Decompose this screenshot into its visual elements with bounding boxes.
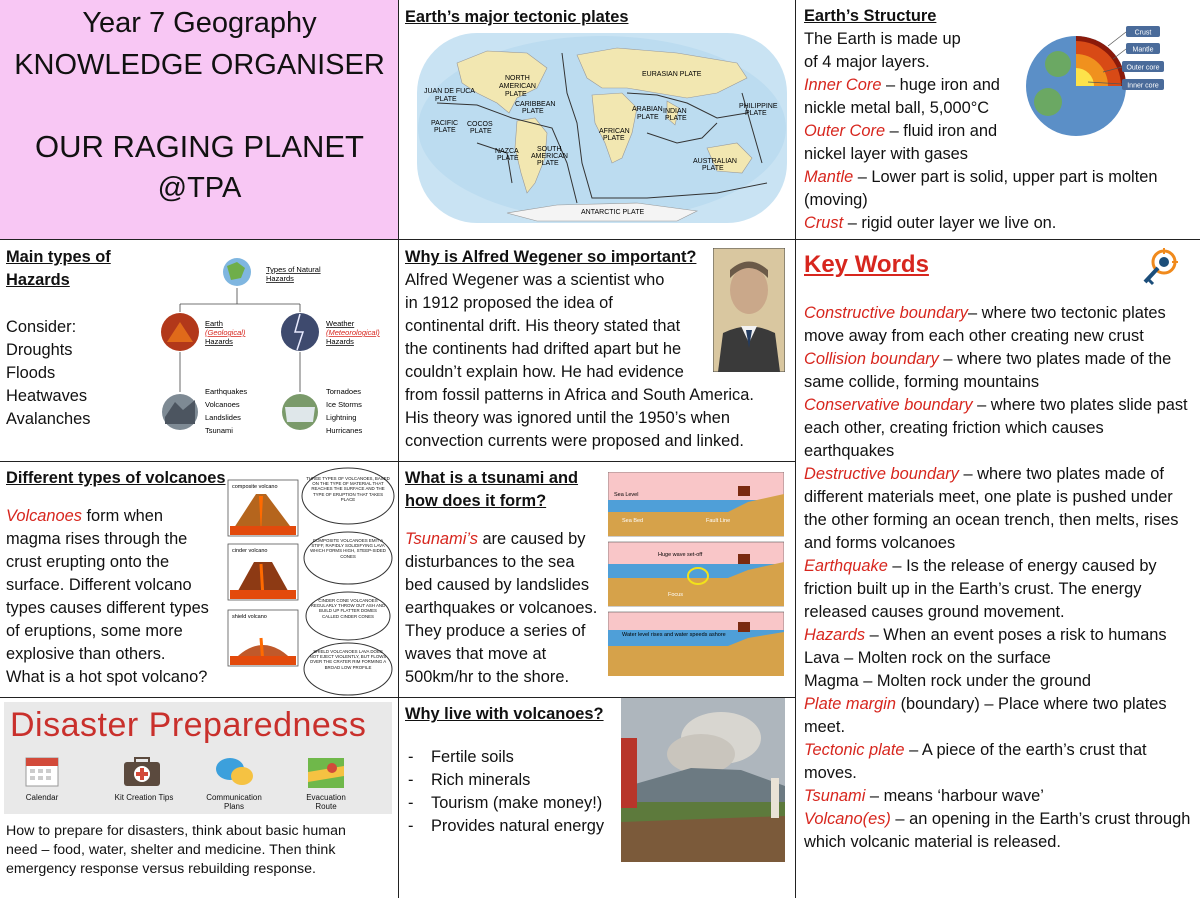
plate-label: PHILIPPINE bbox=[739, 103, 778, 110]
communication-label: Communication Plans bbox=[206, 793, 262, 811]
outer-core-term: Outer Core bbox=[804, 122, 886, 140]
volcanoes-line: surface. Different volcano bbox=[6, 576, 192, 594]
key-word-entry bbox=[804, 463, 1194, 555]
key-word-entry bbox=[804, 739, 1194, 785]
bubble-text: SHIELD VOLCANOES LAVA DOES NOT EJECT VIOLENTLY, BUT FLOWS OVER THE CRATER RIM FORMING A BROAD LOW PROFILE bbox=[309, 649, 387, 670]
key-word-term: Earthquake bbox=[804, 557, 888, 575]
wegener-line: His theory was ignored until the 1950’s when bbox=[405, 409, 730, 427]
layer-label-crust: Crust bbox=[1134, 29, 1152, 37]
key-words-list bbox=[804, 302, 1194, 854]
wegener-panel bbox=[399, 240, 796, 462]
plate-label: PLATE bbox=[435, 96, 457, 103]
layer-label-inner-core: Inner core bbox=[1127, 82, 1159, 90]
structure-intro-1: The Earth is made up bbox=[804, 30, 961, 48]
weather-label: Weather bbox=[326, 319, 355, 328]
tsunami-panel bbox=[399, 462, 796, 698]
key-word-entry bbox=[804, 624, 1194, 647]
tectonic-plates-map bbox=[417, 33, 787, 223]
disaster-icon-communication bbox=[196, 754, 272, 811]
bubble-text: CINDER CONE VOLCANOES REGULARLY THROW OUT ASH AND BUILD UP FLATTER DOMES CALLED CINDER CONES bbox=[310, 598, 386, 619]
wave-setoff-label: Huge wave set-off bbox=[658, 552, 703, 558]
wegener-portrait bbox=[713, 248, 785, 372]
list-item: - Fertile soils bbox=[405, 746, 604, 769]
plate-label: COCOS bbox=[467, 121, 493, 128]
geological-label: (Geological) bbox=[205, 328, 246, 337]
cinder-label: cinder volcano bbox=[232, 548, 268, 554]
plate-label: AFRICAN bbox=[599, 128, 630, 135]
live-heading: Why live with volcanoes? bbox=[405, 705, 604, 723]
sea-bed-label: Sea Bed bbox=[622, 518, 644, 524]
key-word-term: Destructive boundary bbox=[804, 465, 959, 483]
disaster-line: How to prepare for disasters, think about basic human bbox=[6, 823, 346, 839]
disaster-icon-evacuation bbox=[292, 754, 360, 811]
tectonic-plates-panel bbox=[399, 0, 796, 240]
plate-label: PLATE bbox=[745, 110, 767, 117]
earth-layers-diagram bbox=[1018, 24, 1168, 144]
weather-item: Tornadoes bbox=[326, 387, 362, 396]
key-word-entry bbox=[804, 555, 1194, 624]
key-word-definition: – A piece of the earth’s crust that moves. bbox=[804, 741, 1147, 782]
tsunami-line: They produce a series of bbox=[405, 622, 586, 640]
consider-list bbox=[6, 316, 90, 431]
tsunami-line: 500km/hr to the shore. bbox=[405, 668, 569, 686]
plate-label: ARABIAN bbox=[632, 106, 663, 113]
plate-label: EURASIAN PLATE bbox=[642, 71, 702, 78]
tree-root-2: Hazards bbox=[266, 274, 294, 283]
key-word-term: Volcano(es) bbox=[804, 810, 891, 828]
weather-item: Lightning bbox=[326, 413, 357, 422]
evacuation-label: Evacuation Route bbox=[306, 793, 346, 811]
plate-label: PLATE bbox=[505, 91, 527, 98]
key-word-definition: Magma – Molten rock under the ground bbox=[804, 672, 1091, 690]
mantle-line-2: (moving) bbox=[804, 191, 868, 209]
key-word-term: Plate margin bbox=[804, 695, 897, 713]
shield-label: shield volcano bbox=[232, 614, 267, 620]
key-words-panel bbox=[796, 240, 1200, 898]
key-words-heading: Key Words bbox=[804, 251, 929, 278]
key-word-definition: (boundary) – Place where two plates meet. bbox=[804, 695, 1167, 736]
speech-bubbles-icon bbox=[196, 754, 272, 788]
earth-label: Earth bbox=[205, 319, 223, 328]
key-icon bbox=[1138, 246, 1182, 290]
list-item: - Rich minerals bbox=[405, 769, 604, 792]
earth-hazards-label: Hazards bbox=[205, 337, 233, 346]
earth-structure-panel bbox=[796, 0, 1200, 240]
key-word-definition: Lava – Molten rock on the surface bbox=[804, 649, 1051, 667]
volcanoes-heading: Different types of volcanoes bbox=[6, 469, 226, 487]
plate-label: INDIAN bbox=[663, 108, 687, 115]
earth-item: Landslides bbox=[205, 413, 241, 422]
plate-label: PLATE bbox=[637, 114, 659, 121]
tectonic-plates-heading: Earth’s major tectonic plates bbox=[405, 8, 629, 26]
volcano-types-diagram bbox=[226, 466, 396, 696]
volcano-farm-photo bbox=[621, 698, 785, 862]
title-panel bbox=[0, 0, 399, 240]
tsunami-diagram bbox=[608, 472, 784, 676]
water-rises-label: Water level rises and water speeds ashore bbox=[622, 632, 726, 638]
key-word-entry bbox=[804, 647, 1194, 670]
earth-item: Tsunami bbox=[205, 426, 233, 435]
volcanoes-line: explosive than others. bbox=[6, 645, 166, 663]
key-word-entry bbox=[804, 808, 1194, 854]
plate-label: JUAN DE FUCA bbox=[424, 88, 475, 95]
inner-core-line-2: nickle metal ball, 5,000°C bbox=[804, 99, 990, 117]
structure-intro-2: of 4 major layers. bbox=[804, 53, 930, 71]
key-word-definition: – where two plates made of the same collide, forming mountains bbox=[804, 350, 1172, 391]
key-word-entry bbox=[804, 693, 1194, 739]
disaster-panel bbox=[0, 698, 399, 898]
map-route-icon bbox=[292, 754, 360, 788]
focus-label: Focus bbox=[668, 592, 683, 598]
tsunami-def: are caused by bbox=[477, 530, 586, 548]
plate-label: SOUTH bbox=[537, 146, 562, 153]
plate-label: PLATE bbox=[522, 108, 544, 115]
inner-core-def: – huge iron and bbox=[881, 76, 1000, 94]
crust-line bbox=[804, 212, 1198, 235]
live-reasons-list bbox=[405, 746, 604, 838]
earth-item: Volcanoes bbox=[205, 400, 240, 409]
fault-line-label: Fault Line bbox=[706, 518, 731, 524]
plate-label: ANTARCTIC PLATE bbox=[581, 209, 645, 216]
tsunami-heading-1: What is a tsunami and bbox=[405, 469, 579, 487]
wegener-line: continental drift. His theory stated that bbox=[405, 317, 681, 335]
tsunami-term: Tsunami’s bbox=[405, 530, 478, 548]
earth-structure-heading: Earth’s Structure bbox=[804, 7, 937, 25]
plate-label: PLATE bbox=[497, 155, 519, 162]
key-word-definition: – Is the release of energy caused by friction built up in the Earth’s crust. The energy released causes ground movement. bbox=[804, 557, 1157, 621]
list-item: - Provides natural energy bbox=[405, 815, 604, 838]
weather-hazards-label: Hazards bbox=[326, 337, 354, 346]
wegener-line: convection currents were proposed and linked. bbox=[405, 432, 744, 450]
mantle-term: Mantle bbox=[804, 168, 854, 186]
crust-def: – rigid outer layer we live on. bbox=[843, 214, 1057, 232]
live-with-volcanoes-panel bbox=[399, 698, 796, 898]
key-word-entry bbox=[804, 348, 1194, 394]
calendar-label: Calendar bbox=[25, 793, 59, 802]
volcanoes-line: crust erupting onto the bbox=[6, 553, 170, 571]
volcanoes-line: of eruptions, some more bbox=[6, 622, 183, 640]
key-word-term: Tsunami bbox=[804, 787, 866, 805]
hazards-tree-diagram bbox=[155, 252, 395, 452]
key-word-term: Constructive boundary bbox=[804, 304, 968, 322]
weather-item: Ice Storms bbox=[326, 400, 362, 409]
tsunami-text bbox=[405, 528, 615, 689]
key-word-entry bbox=[804, 785, 1194, 808]
volcanoes-line: magma rises through the bbox=[6, 530, 188, 548]
tsunami-line: waves that move at bbox=[405, 645, 547, 663]
tsunami-line: disturbances to the sea bbox=[405, 553, 575, 571]
plate-label: PLATE bbox=[434, 127, 456, 134]
plate-label: AMERICAN bbox=[499, 83, 536, 90]
disaster-text bbox=[6, 822, 396, 879]
plate-label: PLATE bbox=[537, 160, 559, 167]
plate-label: NAZCA bbox=[495, 148, 519, 155]
meteorological-label: (Meteorological) bbox=[326, 328, 380, 337]
wegener-line: couldn’t explain how. He had evidence bbox=[405, 363, 684, 381]
outer-core-def: – fluid iron and bbox=[885, 122, 998, 140]
consider-item: Droughts bbox=[6, 341, 73, 359]
volcanoes-panel bbox=[0, 462, 399, 698]
key-word-entry bbox=[804, 394, 1194, 463]
plate-label: CARIBBEAN bbox=[515, 101, 556, 108]
consider-item: Heatwaves bbox=[6, 387, 88, 405]
layer-label-mantle: Mantle bbox=[1132, 46, 1154, 54]
volcanoes-term: Volcanoes bbox=[6, 507, 82, 525]
key-word-term: Collision boundary bbox=[804, 350, 939, 368]
composite-label: composite volcano bbox=[232, 484, 278, 490]
plate-label: PACIFIC bbox=[431, 120, 459, 127]
key-word-definition: – where two plates made of different materials meet, one plate is pushed under the other forming an ocean trench, then melts, rises and forms volcanoes bbox=[804, 465, 1179, 552]
disaster-heading: Disaster Preparedness bbox=[10, 706, 367, 744]
list-item: - Tourism (make money!) bbox=[405, 792, 604, 815]
mantle-def: – Lower part is solid, upper part is molten bbox=[853, 168, 1158, 186]
key-word-entry bbox=[804, 670, 1194, 693]
wegener-line: from fossil patterns in Africa and South America. bbox=[405, 386, 754, 404]
plate-label: NORTH bbox=[505, 75, 530, 82]
key-word-definition: – means ‘harbour wave’ bbox=[865, 787, 1044, 805]
hazards-heading-2: Hazards bbox=[6, 271, 70, 289]
title-line-1: Year 7 Geography bbox=[82, 7, 317, 39]
wegener-heading: Why is Alfred Wegener so important? bbox=[405, 248, 697, 266]
key-word-term: Tectonic plate bbox=[804, 741, 905, 759]
wegener-line: the continents had drifted apart but he bbox=[405, 340, 682, 358]
earth-item: Earthquakes bbox=[205, 387, 248, 396]
tsunami-line: bed caused by landslides bbox=[405, 576, 590, 594]
hazards-heading-1: Main types of bbox=[6, 248, 111, 266]
plate-label: PLATE bbox=[665, 115, 687, 122]
disaster-icon-calendar bbox=[22, 754, 68, 802]
tsunami-line: earthquakes or volcanoes. bbox=[405, 599, 598, 617]
plate-label: AUSTRALIAN bbox=[693, 158, 737, 165]
key-word-definition: – When an event poses a risk to humans bbox=[865, 626, 1167, 644]
tree-root-1: Types of Natural bbox=[266, 265, 321, 274]
consider-item: Floods bbox=[6, 364, 56, 382]
title-line-4: @TPA bbox=[157, 172, 242, 204]
title-line-3: OUR RAGING PLANET bbox=[35, 129, 364, 164]
disaster-icon-kit bbox=[104, 754, 184, 802]
hazards-panel bbox=[0, 240, 399, 462]
plate-label: AMERICAN bbox=[531, 153, 568, 160]
key-word-term: Hazards bbox=[804, 626, 866, 644]
disaster-line: emergency response versus rebuilding response. bbox=[6, 861, 316, 877]
calendar-icon bbox=[22, 754, 66, 788]
volcanoes-def: form when bbox=[81, 507, 164, 525]
tsunami-heading-2: how does it form? bbox=[405, 492, 547, 510]
consider-item: Avalanches bbox=[6, 410, 91, 428]
disaster-banner bbox=[4, 702, 392, 814]
tsunami-line bbox=[405, 528, 615, 551]
title-line-2: KNOWLEDGE ORGANISER bbox=[14, 49, 385, 81]
key-word-definition: – where two tectonic plates move away from each other creating new crust bbox=[804, 304, 1166, 345]
outer-core-line-2: nickel layer with gases bbox=[804, 145, 968, 163]
wegener-line: in 1912 proposed the idea of bbox=[405, 294, 613, 312]
volcanoes-line: What is a hot spot volcano? bbox=[6, 668, 208, 686]
mantle-line bbox=[804, 166, 1198, 189]
kit-label: Kit Creation Tips bbox=[114, 793, 174, 802]
wegener-line: Alfred Wegener was a scientist who bbox=[405, 271, 665, 289]
bubble-text: COMPOSITE VOLCANOES EMIT A STIFF, RAPIDLY SOLIDIFYING LAVA WHICH FORMS HIGH, STEEP-SIDED CONES bbox=[310, 538, 386, 559]
disaster-line: need – food, water, shelter and medicine. Then think bbox=[6, 842, 336, 858]
sea-level-label: Sea Level bbox=[614, 492, 639, 498]
crust-term: Crust bbox=[804, 214, 844, 232]
key-word-definition: – where two plates slide past each other, creating friction which causes earthquakes bbox=[804, 396, 1188, 460]
first-aid-kit-icon bbox=[104, 754, 184, 788]
weather-item: Hurricanes bbox=[326, 426, 363, 435]
plate-label: PLATE bbox=[470, 128, 492, 135]
plate-label: PLATE bbox=[603, 135, 625, 142]
bubble-text: THREE TYPES OF VOLCANOES, BASED ON THE TYPE OF MATERIAL THAT REACHES THE SURFACE AND THE TYPE OF ERUPTION THAT TAKES PLACE bbox=[306, 476, 390, 502]
key-word-entry bbox=[804, 302, 1194, 348]
layer-label-outer-core: Outer core bbox=[1126, 64, 1160, 72]
consider-item: Consider: bbox=[6, 318, 77, 336]
plate-label: PLATE bbox=[702, 165, 724, 172]
key-word-definition: – an opening in the Earth’s crust through which volcanic material is released. bbox=[804, 810, 1191, 851]
volcanoes-line: types causes different types bbox=[6, 599, 209, 617]
key-word-term: Conservative boundary bbox=[804, 396, 973, 414]
inner-core-term: Inner Core bbox=[804, 76, 882, 94]
